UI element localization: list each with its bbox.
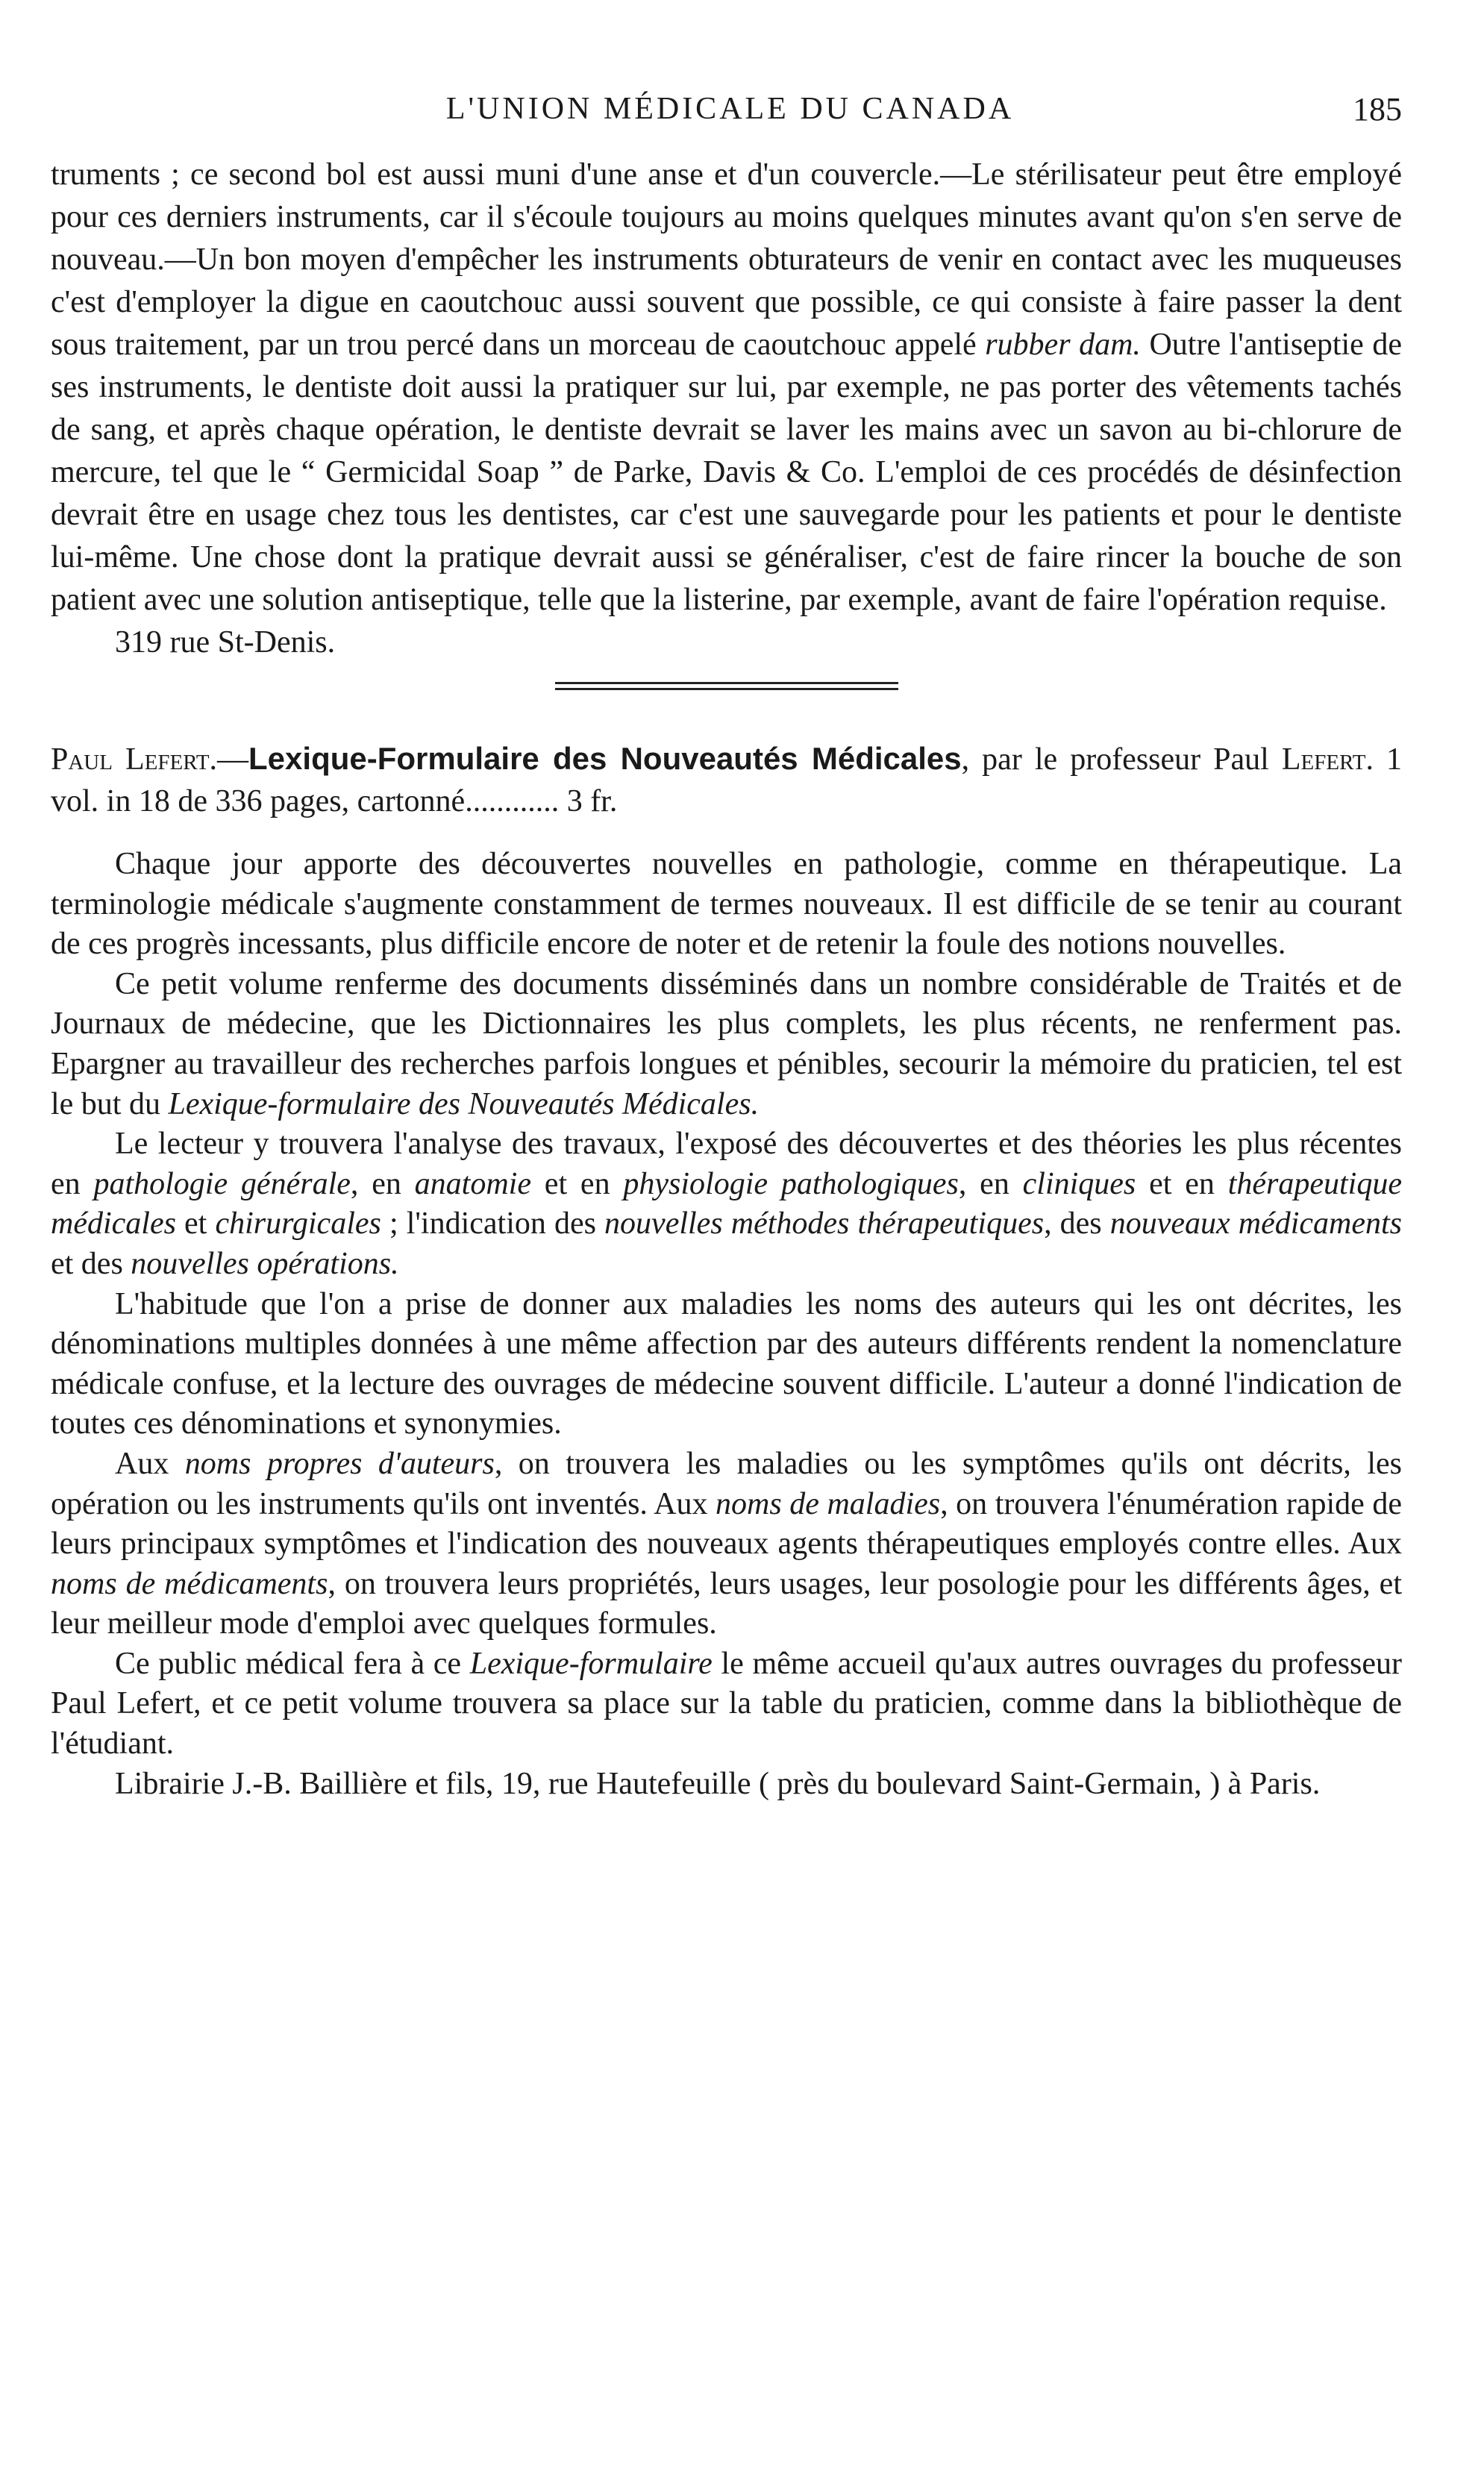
italic-term: noms de médicaments [51,1566,328,1601]
review-body [51,845,1402,1804]
italic-term: physiologie pathologiques [623,1166,959,1201]
text-run: , on trouvera leurs propriétés, leurs usages, leur posologie pour les différents âges, et leur meilleur mode d'emploi avec quelques formules. [51,1566,1402,1641]
review-author: Paul Lefert [51,742,210,777]
review-heading [51,738,1402,822]
italic-term: thérapeutique médicales [51,1166,1402,1242]
text-run: et [175,1206,216,1242]
text-run: , on trouvera l'énumération rapide de leurs principaux symptômes et l'indication des nouveaux agents thérapeutiques employés contre elles. Aux [51,1486,1402,1562]
page-header [58,88,1402,145]
book-title: Lexique-Formulaire des Nouveautés Médicales [248,741,962,776]
italic-term: pathologie générale [93,1166,351,1201]
text-run: .— [209,742,249,777]
page-number: 185 [1353,91,1402,128]
italic-title: Lexique-formulaire des Nouveautés Médicales. [168,1086,760,1121]
review-paragraph [51,1124,1402,1284]
italic-term: noms de maladies [716,1486,941,1521]
section-divider [555,682,898,690]
text-run: le même accueil qu'aux autres ouvrages du professeur Paul Lefert, et ce petit volume trouvera sa place sur la table du praticien, comme dans la bibliothèque de l'étudiant. [51,1646,1403,1762]
text-run: Ce petit volume renferme des documents disséminés dans un nombre considérable de Traités et de Journaux de médecine, que les Dictionnaires les plus complets, les plus récents, ne renferment pas. Epargner au travailleur des recherches parfois longues et pénibles, secourir la mémoire du praticien, tel est le but du [51,966,1402,1121]
text-run: , on trouvera les maladies ou les symptômes qu'ils ont décrits, les opération ou les instruments qu'ils ont inventés. Aux [51,1446,1402,1521]
author-address: 319 rue St-Denis. [115,625,336,660]
italic-term: rubber dam. [985,328,1141,362]
italic-term: nouvelles méthodes thérapeutiques [604,1206,1045,1242]
text-run: Outre l'antiseptie de ses instruments, le dentiste doit aussi la pratiquer sur lui, par exemple, ne pas porter des vêtements tachés de sang, et après chaque opération, le dentiste devrait se laver les mains avec un savon au bi-chlorure de mercure, tel que le “ Germicidal Soap ” de Parke, Davis & Co. L'emploi de ces procédés de désinfection devrait être en usage chez tous les dentistes, car c'est une sauvegarde pour les patients et pour le dentiste lui-même. Une chose dont la pratique devrait aussi se généraliser, c'est de faire rincer la bouche de son patient avec une solution antiseptique, telle que la listerine, par exemple, avant de faire l'opération requise. [51,328,1403,617]
italic-term: nouveaux médicaments [1109,1206,1403,1242]
review-paragraph [51,1644,1402,1765]
text-run: ; l'indication des [381,1206,605,1242]
author-surname: Lefert [1281,742,1366,777]
text-run: , en [350,1166,415,1201]
text-run: Aux [115,1446,185,1481]
italic-term: cliniques [1022,1166,1136,1201]
publisher-note: Librairie J.-B. Baillière et fils, 19, rue Hautefeuille ( près du boulevard Saint-Germain, ) à Paris. [115,1766,1321,1801]
italic-term: nouvelles opérations. [131,1246,399,1281]
text-run: Ce public médical fera à ce [115,1646,470,1681]
review-paragraph: Chaque jour apporte des découvertes nouvelles en pathologie, comme en thérapeutique. La terminologie médicale s'augmente constamment de termes nouveaux. Il est difficile de se tenir au courant de ces progrès incessants, plus difficile encore de noter et de retenir la foule des notions nouvelles. [51,847,1402,962]
text-run: truments ; ce second bol est aussi muni d'une anse et d'un couvercle.—Le stérilisateur peut être employé pour ces derniers instruments, car il s'écoule toujours au moins quelques minutes avant qu'on s'en serve de nouveau.—Un bon moyen d'empêcher les instruments obturateurs de venir en contact avec les muqueuses c'est d'employer la digue en caoutchouc aussi souvent que possible, ce qui consiste à faire passer la dent sous traitement, par un trou percé dans un morceau de caoutchouc appelé [51,157,1402,362]
text-run: et en [530,1166,624,1201]
text-run: , en [958,1166,1023,1201]
text-run: , des [1044,1206,1110,1242]
review-paragraph [51,965,1402,1124]
article-end-paragraph [51,154,1402,622]
italic-term: chirurgicales [215,1206,381,1242]
running-head: L'UNION MÉDICALE DU CANADA [445,92,1015,126]
review-paragraph: L'habitude que l'on a prise de donner aux maladies les noms des auteurs qui les ont décrites, les dénominations multiples données à une même affection par des auteurs différents rendent la nomenclature médicale confuse, et la lecture des ouvrages de médecine souvent difficile. L'auteur a donné l'indication de toutes ces dénominations et synonymies. [51,1286,1402,1441]
italic-title: Lexique-formulaire [469,1646,713,1681]
review-paragraph [51,1444,1402,1644]
text-run: et des [51,1246,131,1281]
text-run: , par le professeur Paul [961,742,1282,777]
text-run: Le lecteur y trouvera l'analyse des travaux, l'exposé des découvertes et des théories les plus récentes en [51,1127,1402,1201]
text-run: . 1 vol. in 18 de 336 pages, cartonné............ 3 fr. [51,742,1402,818]
italic-term: noms propres d'auteurs [184,1446,495,1481]
text-run: et en [1136,1166,1228,1201]
italic-term: anatomie [414,1166,531,1201]
